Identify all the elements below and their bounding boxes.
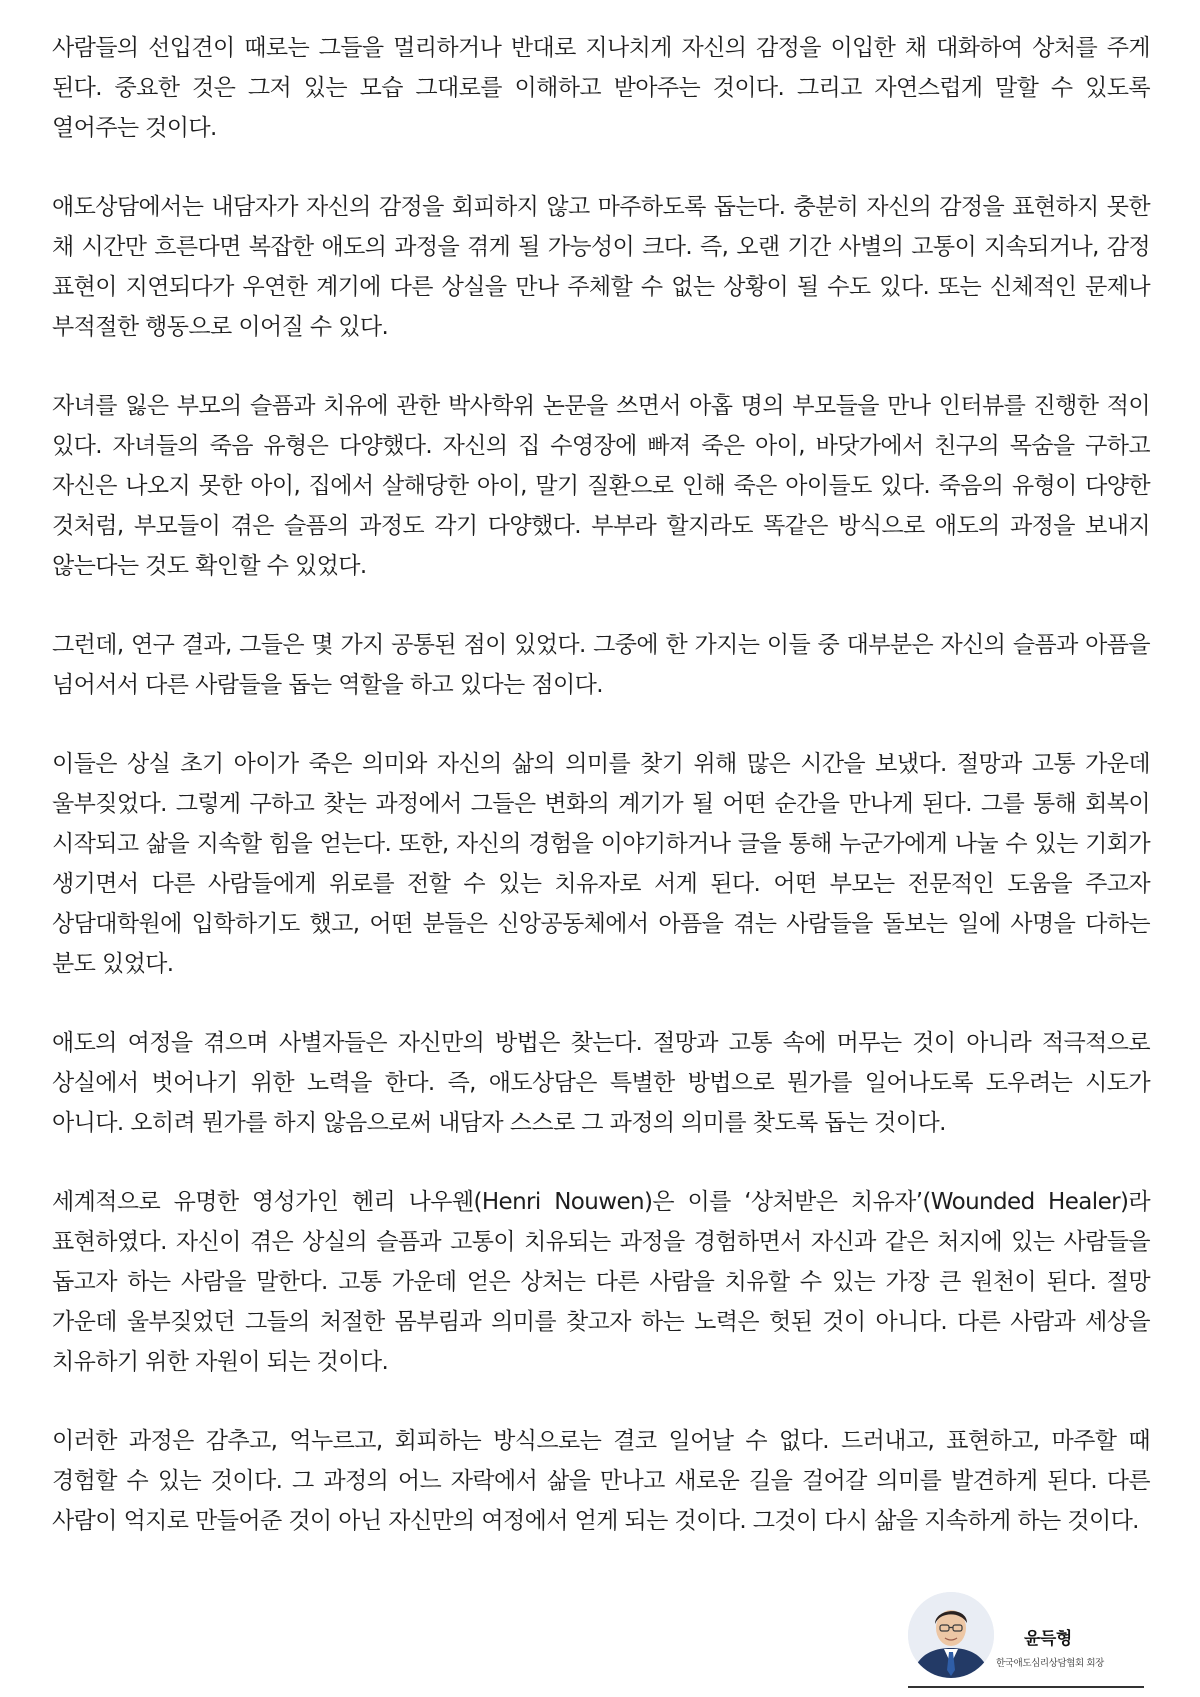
avatar bbox=[908, 1592, 994, 1678]
paragraph-7: 세계적으로 유명한 영성가인 헨리 나우웬(Henri Nouwen)은 이를 ‘상처받은 치유자’(Wounded Healer)라 표현하였다. 자신이 겪은 상실의 슬픔과 고통이 치유되는 과정을 경험하면서 자신과 같은 처지에 있는 사람들을 돕고자 하는 사람을 말한다. 고통 가운데 얻은 상처는 다른 사람을 치유할 수 있는 가장 큰 원천이 된다. 절망 가운데 울부짖었던 그들의 처절한 몸부림과 의미를 찾고자 하는 노력은 헛된 것이 아니다. 다른 사람과 세상을 치유하기 위한 자원이 되는 것이다. bbox=[52, 1189, 1150, 1375]
paragraph-4: 그런데, 연구 결과, 그들은 몇 가지 공통된 점이 있었다. 그중에 한 가지는 이들 중 대부분은 자신의 슬픔과 아픔을 넘어서서 다른 사람들을 돕는 역할을 하고 있다는 점이다. bbox=[52, 632, 1150, 698]
paragraph-5: 이들은 상실 초기 아이가 죽은 의미와 자신의 삶의 의미를 찾기 위해 많은 시간을 보냈다. 절망과 고통 가운데 울부짖었다. 그렇게 구하고 찾는 과정에서 그들은 변화의 계기가 될 어떤 순간을 만나게 된다. 그를 통해 회복이 시작되고 삶을 지속할 힘을 얻는다. 또한, 자신의 경험을 이야기하거나 글을 통해 누군가에게 나눌 수 있는 기회가 생기면서 다른 사람들에게 위로를 전할 수 있는 치유자로 서게 된다. 어떤 부모는 전문적인 도움을 주고자 상담대학원에 입학하기도 했고, 어떤 분들은 신앙공동체에서 아픔을 겪는 사람들을 돌보는 일에 사명을 다하는 분도 있었다. bbox=[52, 751, 1150, 977]
paragraph-2: 애도상담에서는 내담자가 자신의 감정을 회피하지 않고 마주하도록 돕는다. 충분히 자신의 감정을 표현하지 못한 채 시간만 흐른다면 복잡한 애도의 과정을 겪게 될 가능성이 크다. 즉, 오랜 기간 사별의 고통이 지속되거나, 감정 표현이 지연되다가 우연한 계기에 다른 상실을 만나 주체할 수 없는 상황이 될 수도 있다. 또는 신체적인 문제나 부적절한 행동으로 이어질 수 있다. bbox=[52, 194, 1150, 340]
author-portrait-icon bbox=[908, 1592, 994, 1678]
byline-divider bbox=[908, 1686, 1144, 1688]
author-byline bbox=[906, 1590, 1146, 1690]
paragraph-3: 자녀를 잃은 부모의 슬픔과 치유에 관한 박사학위 논문을 쓰면서 아홉 명의 부모들을 만나 인터뷰를 진행한 적이 있다. 자녀들의 죽음 유형은 다양했다. 자신의 집 수영장에 빠져 죽은 아이, 바닷가에서 친구의 목숨을 구하고 자신은 나오지 못한 아이, 집에서 살해당한 아이, 말기 질환으로 인해 죽은 아이들도 있다. 죽음의 유형이 다양한 것처럼, 부모들이 겪은 슬픔의 과정도 각기 다양했다. 부부라 할지라도 똑같은 방식으로 애도의 과정을 보내지 않는다는 것도 확인할 수 있었다. bbox=[52, 393, 1150, 579]
paragraph-6: 애도의 여정을 겪으며 사별자들은 자신만의 방법은 찾는다. 절망과 고통 속에 머무는 것이 아니라 적극적으로 상실에서 벗어나기 위한 노력을 한다. 즉, 애도상담은 특별한 방법으로 뭔가를 일어나도록 도우려는 시도가 아니다. 오히려 뭔가를 하지 않음으로써 내담자 스스로 그 과정의 의미를 찾도록 돕는 것이다. bbox=[52, 1030, 1150, 1136]
paragraph-8: 이러한 과정은 감추고, 억누르고, 회피하는 방식으로는 결코 일어날 수 없다. 드러내고, 표현하고, 마주할 때 경험할 수 있는 것이다. 그 과정의 어느 자락에서 삶을 만나고 새로운 길을 걸어갈 의미를 발견하게 된다. 다른 사람이 억지로 만들어준 것이 아닌 자신만의 여정에서 얻게 되는 것이다. 그것이 다시 삶을 지속하게 하는 것이다. bbox=[52, 1428, 1150, 1534]
paragraph-1: 사람들의 선입견이 때로는 그들을 멀리하거나 반대로 지나치게 자신의 감정을 이입한 채 대화하여 상처를 주게 된다. 중요한 것은 그저 있는 모습 그대로를 이해하고 받아주는 것이다. 그리고 자연스럽게 말할 수 있도록 열어주는 것이다. bbox=[52, 35, 1150, 141]
author-title: 한국애도심리상담협회 회장 bbox=[996, 1658, 1104, 1669]
author-name: 윤득형 bbox=[1024, 1629, 1072, 1649]
article-body bbox=[52, 28, 1150, 1580]
